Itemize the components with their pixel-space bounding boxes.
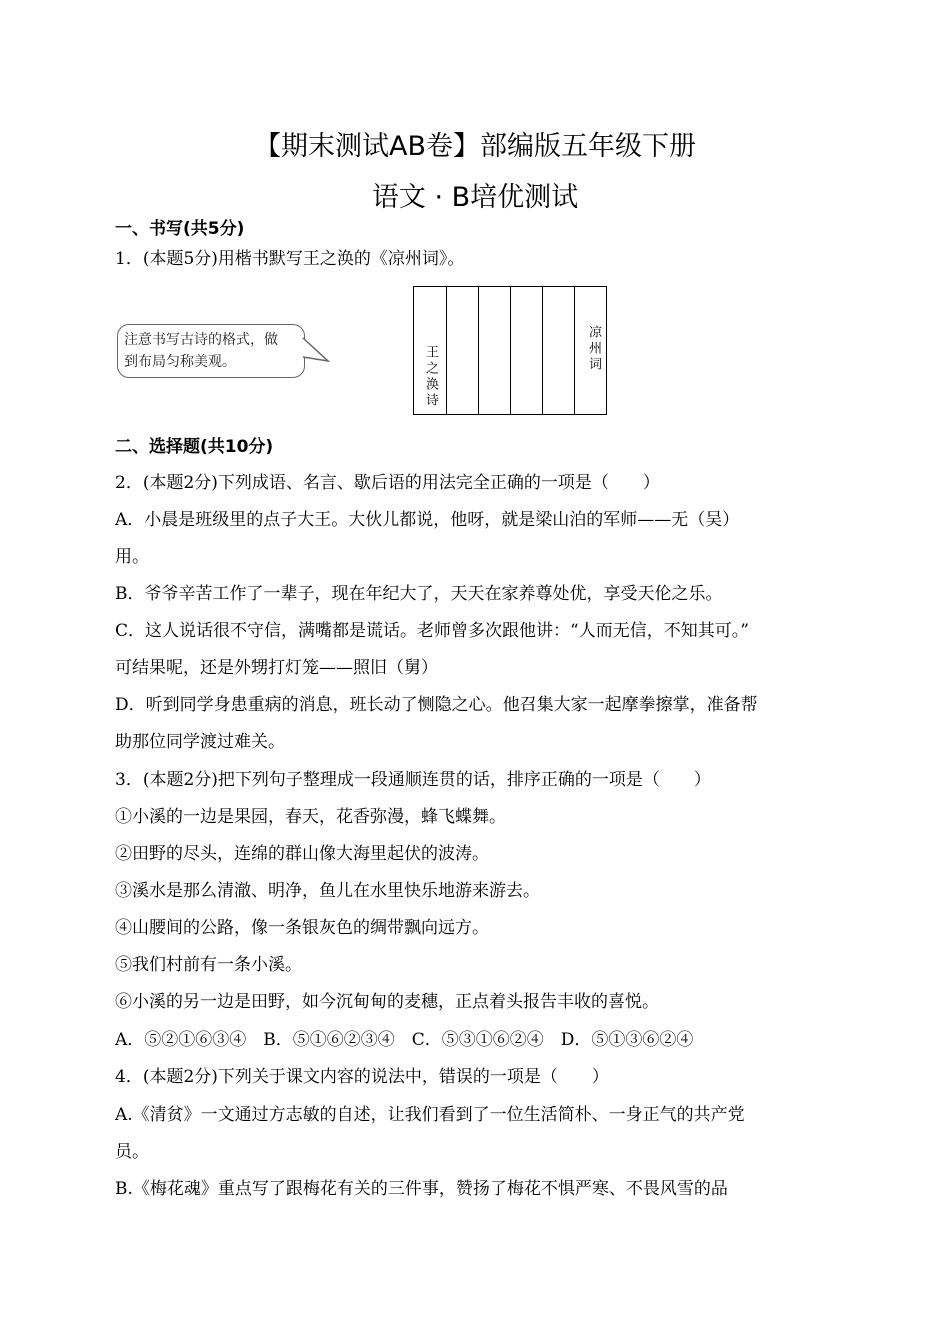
q3-sentence-3: ③溪水是那么清澈、明净，鱼儿在水里快乐地游来游去。 bbox=[115, 881, 540, 901]
q2-option-a: A．小晨是班级里的点子大王。大伙儿都说，他呀，就是梁山泊的军师——无（吴） bbox=[115, 510, 740, 530]
grid-author: 王之涣诗 bbox=[423, 345, 438, 409]
question-2-stem: 2．(本题2分)下列成语、名言、歇后语的用法完全正确的一项是（ ） bbox=[115, 473, 660, 493]
bubble-tail-icon bbox=[300, 335, 332, 367]
grid-divider bbox=[446, 287, 447, 414]
q2-option-b: B．爷爷辛苦工作了一辈子，现在年纪大了，天天在家养尊处优，享受天伦之乐。 bbox=[115, 584, 723, 604]
grid-divider bbox=[510, 287, 511, 414]
q2-option-c: C．这人说话很不守信，满嘴都是谎话。老师曾多次跟他讲：“人而无信，不知其可。” bbox=[115, 621, 749, 641]
q4-option-a-cont: 员。 bbox=[115, 1142, 149, 1162]
grid-divider bbox=[542, 287, 543, 414]
q3-sentence-1: ①小溪的一边是果园，春天，花香弥漫，蜂飞蝶舞。 bbox=[115, 807, 506, 827]
q3-sentence-6: ⑥小溪的另一边是田野，如今沉甸甸的麦穗，正点着头报告丰收的喜悦。 bbox=[115, 992, 659, 1012]
hint-bubble bbox=[117, 324, 305, 378]
q4-option-b: B.《梅花魂》重点写了跟梅花有关的三件事，赞扬了梅花不惧严寒、不畏风雪的品 bbox=[115, 1179, 728, 1199]
q2-option-c-cont: 可结果呢，还是外甥打灯笼——照旧（舅） bbox=[115, 658, 438, 678]
question-3-stem: 3．(本题2分)把下列句子整理成一段通顺连贯的话，排序正确的一项是（ ） bbox=[115, 770, 711, 790]
hint-line-2: 到布局匀称美观。 bbox=[124, 354, 236, 370]
q2-option-d: D．听到同学身患重病的消息，班长动了恻隐之心。他召集大家一起摩拳擦掌，准备帮 bbox=[115, 695, 758, 715]
grid-divider bbox=[574, 287, 575, 414]
section1-heading: 一、书写(共5分) bbox=[115, 219, 245, 239]
doc-title-line2: 语文 · B培优测试 bbox=[371, 182, 579, 213]
q2-option-d-cont: 助那位同学渡过难关。 bbox=[115, 732, 285, 752]
q3-options: A．⑤②①⑥③④ B．⑤①⑥②③④ C．⑤③①⑥②④ D．⑤①③⑥②④ bbox=[115, 1030, 694, 1050]
section2-heading: 二、选择题(共10分) bbox=[115, 437, 274, 457]
hint-line-1: 注意书写古诗的格式，做 bbox=[124, 332, 278, 348]
q3-sentence-2: ②田野的尽头，连绵的群山像大海里起伏的波涛。 bbox=[115, 844, 489, 864]
question-1: 1．(本题5分)用楷书默写王之涣的《凉州词》。 bbox=[115, 249, 465, 269]
q2-option-a-cont: 用。 bbox=[115, 547, 149, 567]
q3-sentence-5: ⑤我们村前有一条小溪。 bbox=[115, 955, 302, 975]
grid-divider bbox=[478, 287, 479, 414]
q3-sentence-4: ④山腰间的公路，像一条银灰色的绸带飘向远方。 bbox=[115, 918, 489, 938]
grid-poem-title: 凉州词 bbox=[586, 325, 601, 373]
writing-grid bbox=[413, 286, 607, 415]
doc-title-line1: 【期末测试AB卷】部编版五年级下册 bbox=[254, 131, 696, 162]
question-4-stem: 4．(本题2分)下列关于课文内容的说法中，错误的一项是（ ） bbox=[115, 1067, 609, 1087]
q4-option-a: A.《清贫》一文通过方志敏的自述，让我们看到了一位生活简朴、一身正气的共产党 bbox=[115, 1105, 745, 1125]
